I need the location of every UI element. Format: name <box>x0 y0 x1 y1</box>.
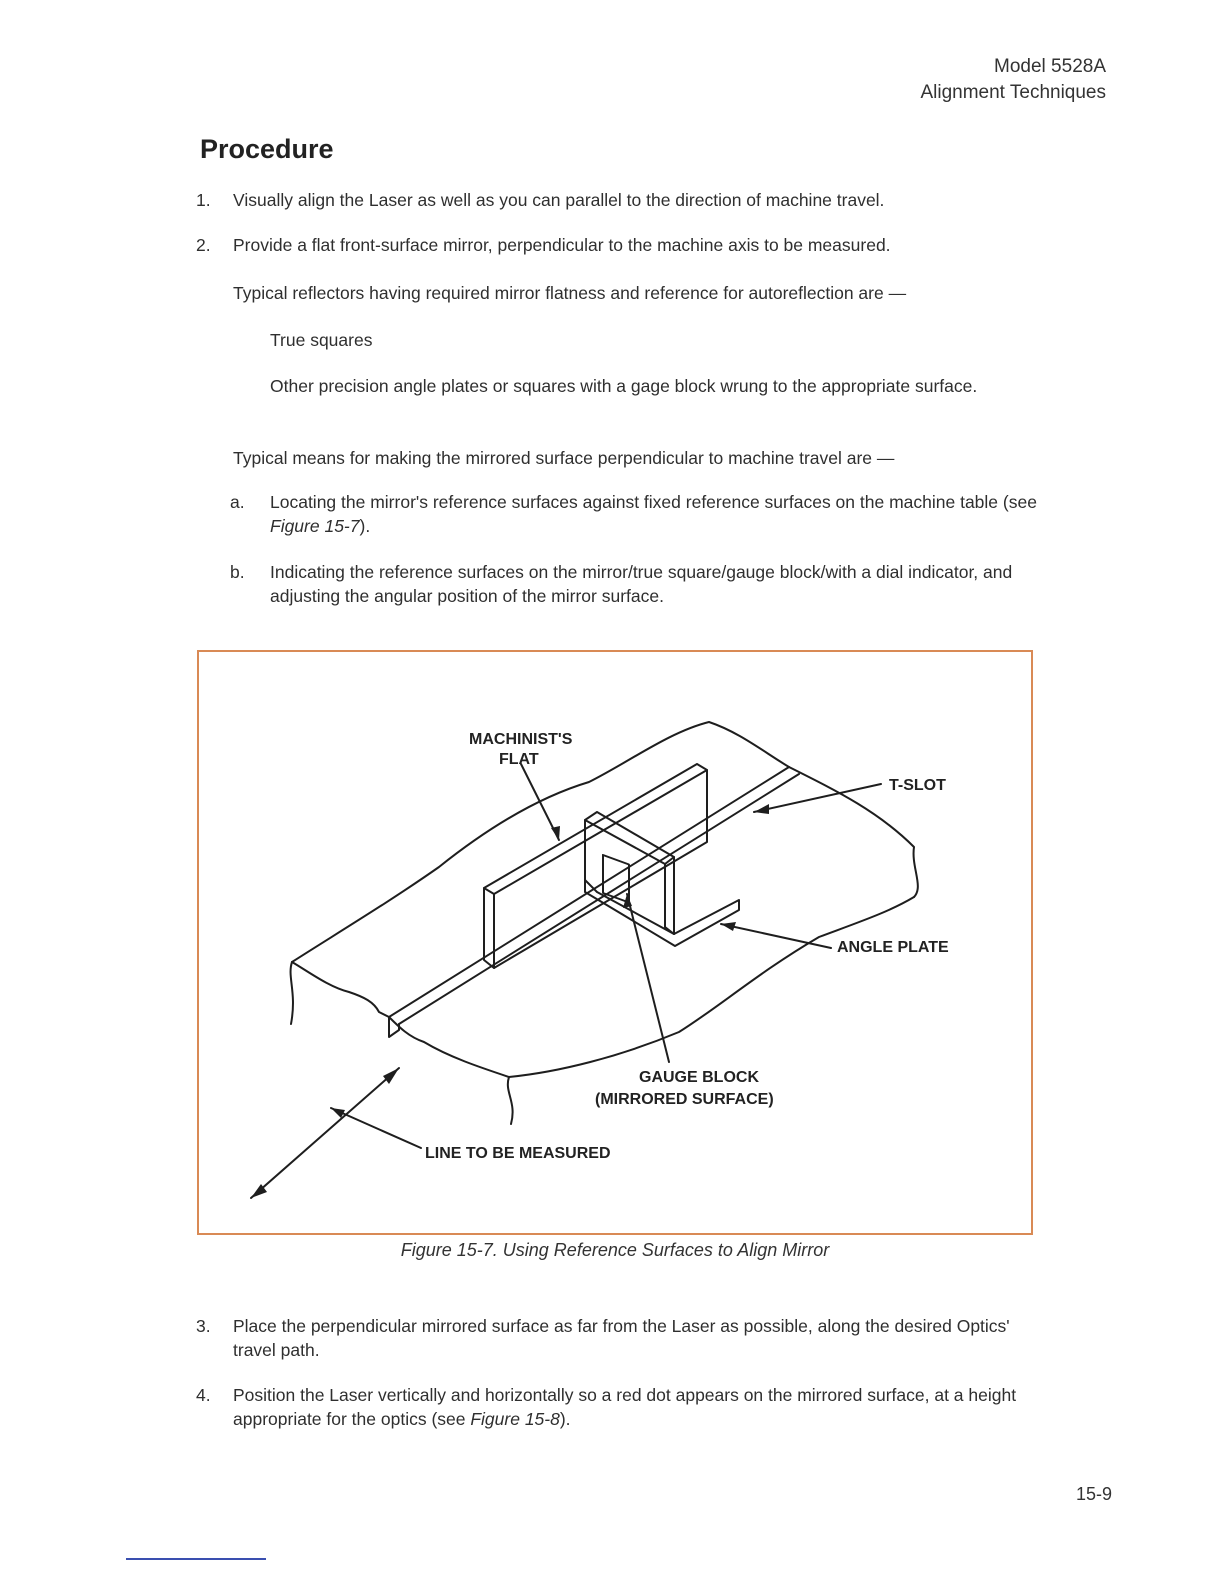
figure-caption: Figure 15-7. Using Reference Surfaces to Align Mirror <box>400 1240 830 1260</box>
substep-label: b. <box>230 562 245 582</box>
arrowhead-angle-plate <box>721 922 736 931</box>
t-slot-line-1 <box>389 767 789 1017</box>
substep-text: Locating the mirror's reference surfaces against fixed reference surfaces on the machine table (see Figure 15-7). <box>270 492 1037 536</box>
label-angle-plate: ANGLE PLATE <box>837 939 949 956</box>
step-text: Place the perpendicular mirrored surface as far from the Laser as possible, along the desired Optics' travel path. <box>233 1316 1010 1360</box>
step-number: 3. <box>196 1316 211 1336</box>
substep-text: Indicating the reference surfaces on the mirror/true square/gauge block/with a dial indicator, and adjusting the angular position of the mirror surface. <box>270 562 1013 606</box>
page-number: 15-9 <box>1075 1484 1112 1504</box>
figure-reference-link[interactable]: Figure 15-7 <box>270 516 360 536</box>
label-line-measured: LINE TO BE MEASURED <box>425 1145 611 1162</box>
list-item-text: Other precision angle plates or squares with a gage block wrung to the appropriate surface. <box>270 376 978 396</box>
figure-15-7 <box>197 650 1033 1235</box>
label-t-slot: T-SLOT <box>889 777 946 794</box>
label-machinists-flat: MACHINIST'S <box>469 731 573 748</box>
leader-angle-plate <box>721 924 831 948</box>
paragraph-text: Typical reflectors having required mirror flatness and reference for autoreflection are — <box>233 283 907 303</box>
step-text: Visually align the Laser as well as you can parallel to the direction of machine travel. <box>233 190 885 210</box>
leader-line-measured <box>331 1108 421 1148</box>
paragraph-text: Typical means for making the mirrored surface perpendicular to machine travel are — <box>233 448 895 468</box>
step-number: 2. <box>196 235 211 255</box>
table-break-left <box>291 962 293 1024</box>
angle-plate-base <box>585 880 739 946</box>
label-flat: FLAT <box>499 751 539 768</box>
table-outline <box>292 722 789 962</box>
footer-rule <box>126 1558 266 1560</box>
figure-reference-link[interactable]: Figure 15-8 <box>470 1409 560 1429</box>
table-break-bottom <box>508 1077 513 1124</box>
step-number: 1. <box>196 190 211 210</box>
arrowhead-machinists-flat <box>551 826 560 840</box>
label-mirrored-surface: (MIRRORED SURFACE) <box>595 1091 774 1108</box>
label-gauge-block: GAUGE BLOCK <box>639 1069 759 1086</box>
header-model: Model 5528A <box>994 56 1106 77</box>
step-number: 4. <box>196 1385 211 1405</box>
arrowhead-measured-start <box>383 1068 399 1084</box>
t-slot-drop <box>389 1017 399 1037</box>
step-text: Provide a flat front-surface mirror, perpendicular to the machine axis to be measured. <box>233 235 891 255</box>
figure-illustration <box>199 652 1031 1233</box>
table-left-edge <box>292 962 389 1017</box>
page-header <box>920 54 1106 106</box>
list-item-text: True squares <box>270 330 373 350</box>
leader-t-slot <box>754 784 881 812</box>
step-text: Position the Laser vertically and horizontally so a red dot appears on the mirrored surface, at a height appropriate for the optics (see Figure 15-8). <box>233 1385 1017 1429</box>
substep-label: a. <box>230 492 245 512</box>
header-section: Alignment Techniques <box>920 82 1106 103</box>
section-title: Procedure <box>200 134 334 164</box>
measured-line-arrow <box>251 1068 399 1198</box>
table-near-edge <box>389 1017 509 1077</box>
